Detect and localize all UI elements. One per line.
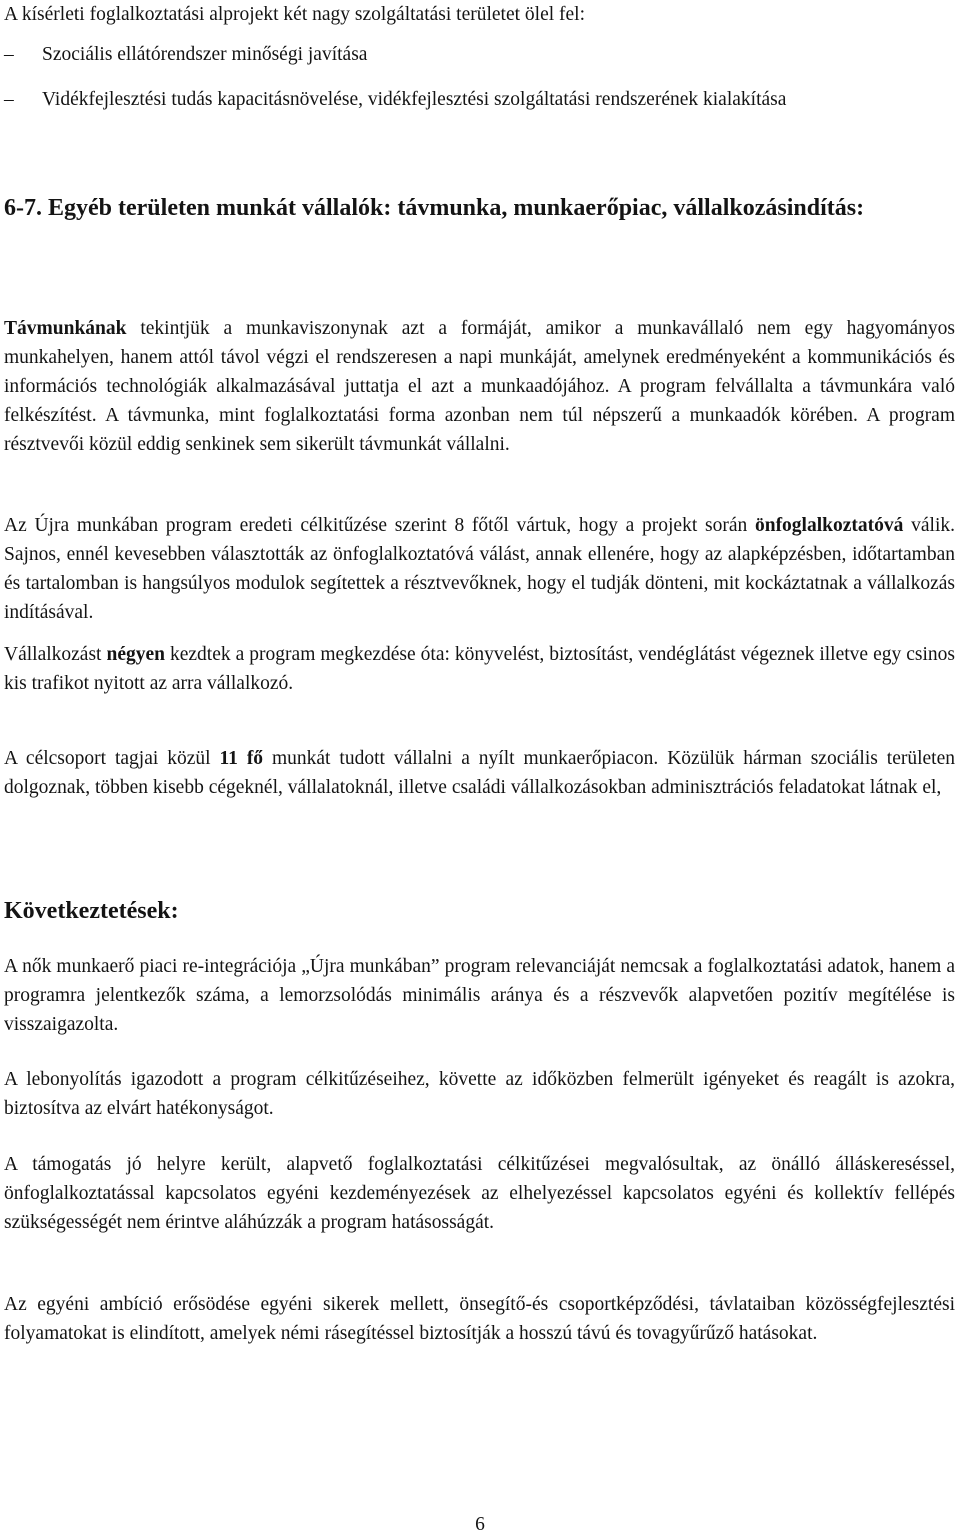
- paragraph-telework: [4, 314, 955, 459]
- paragraph-self-employment: [4, 511, 955, 627]
- paragraph-enterprises: [4, 640, 955, 698]
- conclusions-heading: Következtetések:: [4, 898, 179, 924]
- dash-icon: –: [4, 89, 14, 110]
- paragraph-text: Vállalkozást: [4, 644, 107, 665]
- paragraph-text: munkát tudott vállalni a nyílt munkaerőpiacon. Közülük hárman szociális területen dolgoznak, többen kisebb cégeknél, vállalatoknál, illetve családi vállalkozásokban adminisztrációs feladatokat látnak el,: [4, 748, 955, 798]
- paragraph-text: Az Újra munkában program eredeti célkitűzése szerint 8 főtől vártuk, hogy a projekt során: [4, 515, 755, 536]
- paragraph-text: válik. Sajnos, ennél kevesebben választották az önfoglalkoztatóvá válást, annak ellenére, hogy az alapképzésben, időtartamban és tartalomban is hangsúlyos modulok segítettek a résztvevőknek, hogy el tudják dönteni, mit kockáztatnak a vállalkozás indításával.: [4, 515, 955, 623]
- paragraph-text: kezdtek a program megkezdése óta: könyvelést, biztosítást, vendéglátást végeznek illetve egy csinos kis trafikot nyitott az arra vállalkozó.: [4, 644, 955, 694]
- section-heading: 6-7. Egyéb területen munkát vállalók: távmunka, munkaerőpiac, vállalkozásindítás:: [4, 195, 865, 221]
- dash-icon: –: [4, 44, 14, 65]
- paragraph-open-labour-market: [4, 744, 955, 802]
- conclusion-paragraph: A lebonyolítás igazodott a program célkitűzéseihez, követte az időközben felmerült igényeket és reagált is azokra, biztosítva az elvárt hatékonyságot.: [4, 1069, 955, 1119]
- paragraph-text: tekintjük a munkaviszonynak azt a formáját, amikor a munkavállaló nem egy hagyományos munkahelyen, hanem attól távol végzi el rendszeresen a napi munkáját, amelynek eredményeként a kommunikációs és információs technológiák alkalmazásával juttatja el azt a munkaadójához. A program felvállalta a távmunkára való felkészítést. A távmunka, mint foglalkoztatási forma azonban nem túl népszerű a munkaadók körében. A program résztvevői közül eddig senkinek sem sikerült távmunkát vállalni.: [4, 318, 955, 455]
- intro-text: A kísérleti foglalkoztatási alprojekt két nagy szolgáltatási területet ölel fel:: [4, 4, 586, 25]
- conclusion-paragraph: Az egyéni ambíció erősödése egyéni sikerek mellett, önsegítő-és csoportképződési, távlataiban közösségfejlesztési folyamatokat is elindított, amelyek némi rásegítéssel biztosítják a hosszú távú és tovagyűrűző hatásokat.: [4, 1294, 955, 1344]
- bold-term: négyen: [106, 644, 165, 665]
- bold-term: önfoglalkoztatóvá: [754, 515, 904, 536]
- bold-term: Távmunkának: [4, 318, 127, 339]
- bullet-item: [4, 40, 955, 69]
- page-number: 6: [475, 1514, 485, 1535]
- paragraph-text: A célcsoport tagjai közül: [4, 748, 220, 769]
- bullet-text: Vidékfejlesztési tudás kapacitásnövelése, vidékfejlesztési szolgáltatási rendszerének kialakítása: [42, 89, 787, 110]
- bullet-item: [4, 85, 955, 143]
- bullet-text: Szociális ellátórendszer minőségi javítása: [42, 44, 368, 65]
- bold-term: 11 fő: [219, 748, 264, 769]
- conclusion-paragraph: A támogatás jó helyre került, alapvető foglalkoztatási célkitűzései megvalósultak, az önálló álláskereséssel, önfoglalkoztatással kapcsolatos egyéni kezdeményezések az elhelyezéssel kapcsolatos egyéni és kollektív fellépés szükségességét nem érintve aláhúzzák a program hatásosságát.: [4, 1154, 955, 1233]
- conclusion-paragraph: A nők munkaerő piaci re-integrációja „Újra munkában” program relevanciáját nemcsak a foglalkoztatási adatok, hanem a programra jelentkezők száma, a lemorzsolódás minimális aránya és a részvevők alapvetően pozitív megítélése is visszaigazolta.: [4, 956, 955, 1035]
